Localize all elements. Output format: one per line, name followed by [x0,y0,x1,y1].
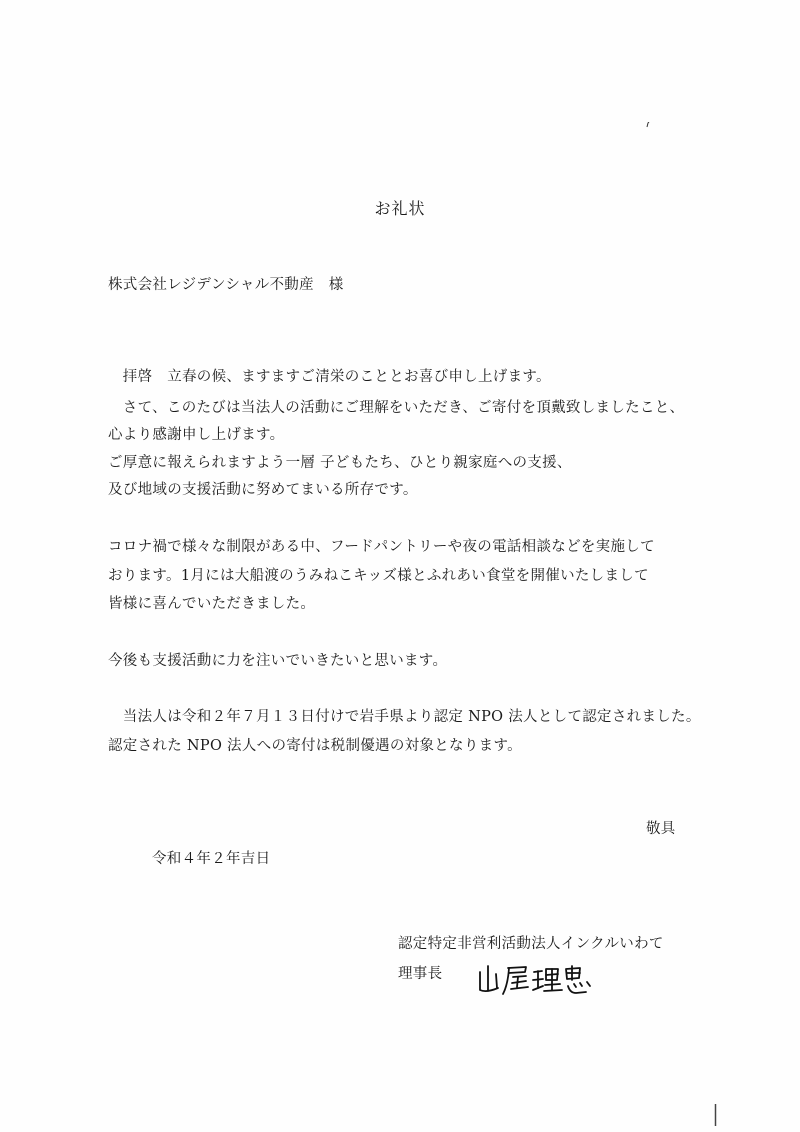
body-line: 当法人は令和２年７月１３日付けで岩手県より認定 NPO 法人として認定されました。 [108,709,701,725]
body-line: 皆様に喜んでいただきました。 [108,596,316,612]
closing-word: 敬具 [646,821,676,837]
body-line: おります。1月には大船渡のうみねこキッズ様とふれあい食堂を開催いたしまして [108,568,649,584]
letter-title: お礼状 [374,199,426,218]
greeting-line: 拝啓 立春の候、ますますご清栄のこととお喜び申し上げます。 [108,369,551,385]
position-title: 理事長 [398,966,443,982]
handwritten-signature [476,960,606,1000]
body-line: さて、このたびは当法人の活動にご理解をいただき、ご寄付を頂戴致しましたこと、 [108,400,685,416]
scan-edge-mark [714,1104,717,1126]
body-line: コロナ禍で様々な制限がある中、フードパントリーや夜の電話相談などを実施して [108,539,655,555]
body-line: ご厚意に報えられますよう一層 子どもたち、ひとり親家庭への支援、 [108,455,572,471]
scan-speck-mark [646,122,650,128]
body-line: 及び地域の支援活動に努めてまいる所存です。 [108,482,418,498]
body-line: 心より感謝申し上げます。 [108,427,285,443]
body-line: 認定された NPO 法人への寄付は税制優遇の対象となります。 [108,738,522,754]
recipient: 株式会社レジデンシャル不動産 様 [108,277,344,293]
body-line: 今後も支援活動に力を注いでいきたいと思います。 [108,653,448,669]
organization-name: 認定特定非営利活動法人インクルいわて [398,936,664,952]
letter-date: 令和４年２年吉日 [152,851,271,867]
